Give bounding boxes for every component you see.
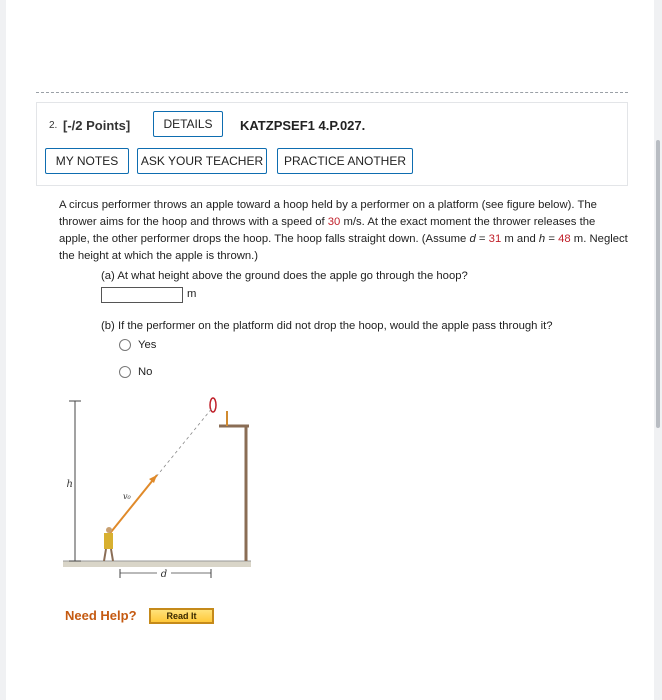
problem-text: m. Neglect the height at which the apple is thrown.) <box>59 233 628 262</box>
equals-sign: = <box>475 233 489 245</box>
radio-no-label: No <box>138 366 153 378</box>
need-help-label: Need Help? <box>65 608 137 623</box>
question-points: [-/2 Points] <box>63 118 131 133</box>
scrollbar-track[interactable] <box>654 0 662 700</box>
d-label: d <box>160 569 168 580</box>
part-a-answer-input[interactable] <box>101 287 183 303</box>
thrower-head <box>106 527 112 533</box>
d-variable: d <box>469 233 476 245</box>
window-left-edge <box>0 0 6 700</box>
equals-sign: = <box>545 233 559 245</box>
speed-value: 30 <box>327 216 341 228</box>
part-a-unit: m <box>187 288 197 300</box>
v0-label: v₀ <box>123 492 131 501</box>
circus-figure <box>63 387 253 582</box>
details-button[interactable]: DETAILS <box>153 111 223 137</box>
ground <box>63 561 251 567</box>
read-it-button[interactable]: Read It <box>149 608 214 624</box>
problem-text: m/s. At the exact moment the thrower releases the apple, the other performer drops the hoop. The hoop falls straight down. (Assume <box>59 216 596 245</box>
question-divider <box>36 92 628 93</box>
velocity-arrowhead <box>149 475 157 483</box>
question-header <box>36 102 628 186</box>
question-number: 2. <box>49 120 58 131</box>
problem-statement <box>59 197 629 265</box>
ask-your-teacher-button[interactable]: ASK YOUR TEACHER <box>137 148 267 174</box>
radio-yes-label: Yes <box>138 339 157 351</box>
h-value: 48 <box>558 233 571 245</box>
part-b-prompt: (b) If the performer on the platform did not drop the hoop, would the apple pass through it? <box>101 320 553 332</box>
h-variable: h <box>538 233 546 245</box>
thrower-body <box>104 533 113 549</box>
part-a-prompt: (a) At what height above the ground does the apple go through the hoop? <box>101 270 468 282</box>
scrollbar-thumb[interactable] <box>656 140 660 428</box>
h-label: h <box>66 479 73 490</box>
radio-yes[interactable] <box>119 339 131 351</box>
thrower-leg <box>111 549 113 561</box>
problem-text: m and <box>501 233 539 245</box>
problem-text: A circus performer throws an apple toward a hoop held by a performer on a platform (see figure below). The thrower aims for the hoop and throws with a speed of <box>59 199 597 228</box>
thrower-leg <box>104 549 106 561</box>
question-code: KATZPSEF1 4.P.027. <box>240 118 366 133</box>
d-value: 31 <box>488 233 502 245</box>
radio-no[interactable] <box>119 366 131 378</box>
my-notes-button[interactable]: MY NOTES <box>45 148 129 174</box>
velocity-arrow <box>107 475 157 537</box>
practice-another-button[interactable]: PRACTICE ANOTHER <box>277 148 413 174</box>
